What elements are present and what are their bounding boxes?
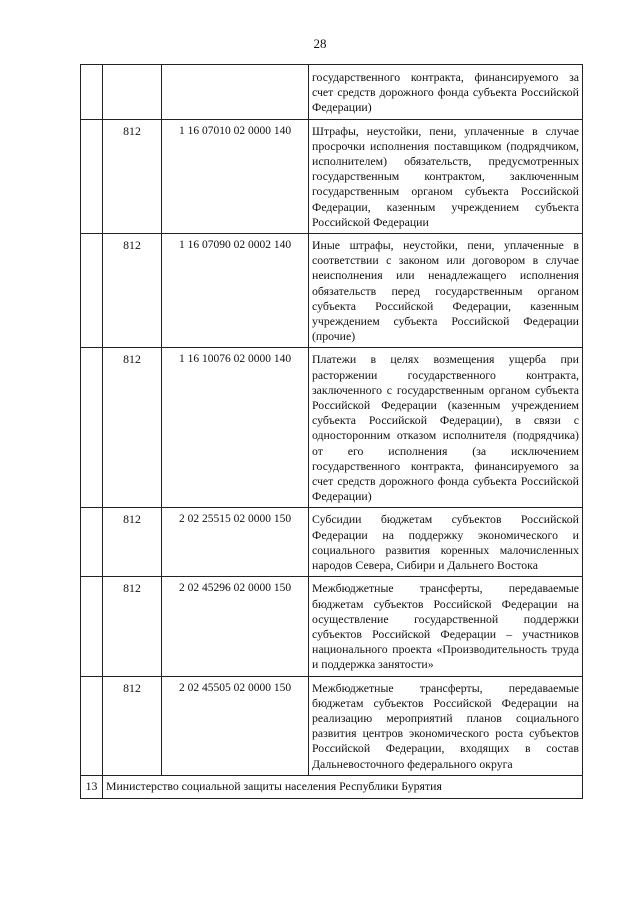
row-number-cell xyxy=(81,234,103,348)
table-row xyxy=(81,508,583,577)
budget-code-cell: 1 16 07090 02 0002 140 xyxy=(162,234,309,348)
table-row xyxy=(81,234,583,348)
budget-revenue-table xyxy=(80,64,583,799)
budget-code-cell: 1 16 07010 02 0000 140 xyxy=(162,119,309,233)
section-number-cell: 13 xyxy=(81,775,103,798)
budget-code-cell: 2 02 25515 02 0000 150 xyxy=(162,508,309,577)
budget-code-cell xyxy=(162,65,309,120)
description-cell: Штрафы, неустойки, пени, уплаченные в случае просрочки исполнения поставщиком (подрядчиком, исполнителем) обязательств, предусмотренных государственным контрактом, заключенным государственным органом субъекта Российской Федерации, казенным учреждением субъекта Российской Федерации xyxy=(309,119,583,233)
section-row xyxy=(81,775,583,798)
administrator-code-cell: 812 xyxy=(103,234,162,348)
administrator-code-cell xyxy=(103,65,162,120)
description-cell: Иные штрафы, неустойки, пени, уплаченные в соответствии с законом или договором в случае неисполнения или ненадлежащего исполнения обязательств перед государственным органом субъекта Российской Федерации, казенным учреждением субъекта Российской Федерации (прочие) xyxy=(309,234,583,348)
table-row xyxy=(81,676,583,775)
row-number-cell xyxy=(81,119,103,233)
budget-code-cell: 2 02 45296 02 0000 150 xyxy=(162,577,309,676)
budget-code-cell: 1 16 10076 02 0000 140 xyxy=(162,348,309,508)
table-row xyxy=(81,577,583,676)
administrator-code-cell: 812 xyxy=(103,348,162,508)
page-number: 28 xyxy=(313,36,327,51)
table-row xyxy=(81,348,583,508)
table-row xyxy=(81,65,583,120)
row-number-cell xyxy=(81,676,103,775)
table-row xyxy=(81,119,583,233)
row-number-cell xyxy=(81,65,103,120)
row-number-cell xyxy=(81,577,103,676)
description-cell: Платежи в целях возмещения ущерба при расторжении государственного контракта, заключенного с государственным органом субъекта Российской Федерации (казенным учреждением субъекта Российской Федерации), в связи с односторонним отказом исполнителя (подрядчика) от его исполнения (за исключением государственного контракта, финансируемого за счет средств дорожного фонда субъекта Российской Федерации) xyxy=(309,348,583,508)
section-title-cell: Министерство социальной защиты населения Республики Бурятия xyxy=(103,775,583,798)
description-cell: государственного контракта, финансируемого за счет средств дорожного фонда субъекта Российской Федерации) xyxy=(309,65,583,120)
row-number-cell xyxy=(81,508,103,577)
administrator-code-cell: 812 xyxy=(103,577,162,676)
administrator-code-cell: 812 xyxy=(103,119,162,233)
row-number-cell xyxy=(81,348,103,508)
administrator-code-cell: 812 xyxy=(103,508,162,577)
description-cell: Межбюджетные трансферты, передаваемые бюджетам субъектов Российской Федерации на осуществление государственной поддержки субъектов Российской Федерации – участников национального проекта «Производительность труда и поддержка занятости» xyxy=(309,577,583,676)
description-cell: Субсидии бюджетам субъектов Российской Федерации на поддержку экономического и социального развития коренных малочисленных народов Севера, Сибири и Дальнего Востока xyxy=(309,508,583,577)
description-cell: Межбюджетные трансферты, передаваемые бюджетам субъектов Российской Федерации на реализацию мероприятий планов социального развития центров экономического роста субъектов Российской Федерации, входящих в состав Дальневосточного федерального округа xyxy=(309,676,583,775)
budget-code-cell: 2 02 45505 02 0000 150 xyxy=(162,676,309,775)
administrator-code-cell: 812 xyxy=(103,676,162,775)
